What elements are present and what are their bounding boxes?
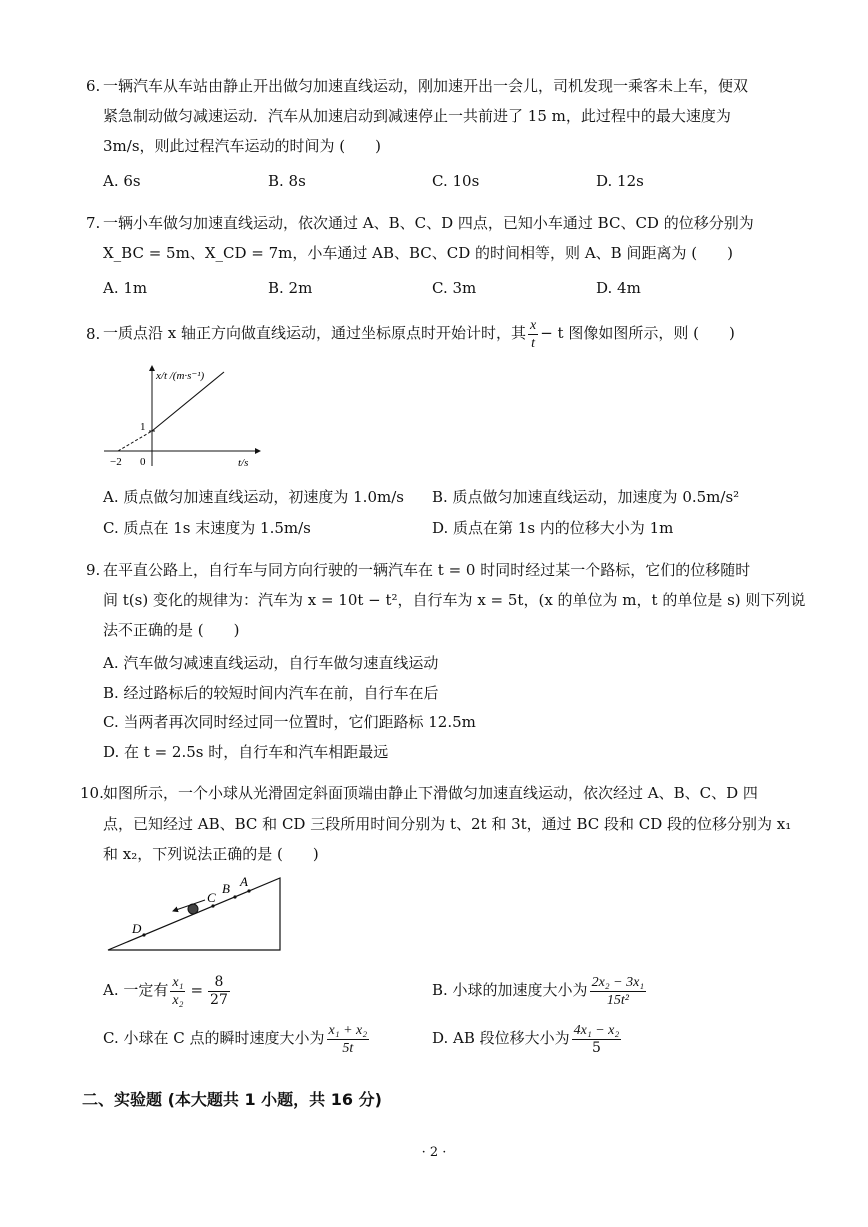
section-title: 二、实验题 (本大题共 1 小题，共 16 分) bbox=[82, 1090, 382, 1109]
q9-number: 9. bbox=[86, 561, 101, 579]
q9-text-line1: 在平直公路上，自行车与同方向行驶的一辆汽车在 t = 0 时同时经过某一个路标，它们的位移随时 bbox=[103, 561, 751, 579]
q10-label-d: D bbox=[132, 921, 142, 936]
q8-graph-xlabel: t/s bbox=[238, 457, 249, 469]
q10-option-d: D. AB 段位移大小为 $\frac{\text{4x₁ − x₂}}{5}$ bbox=[432, 1022, 620, 1056]
q8-graph-ylabel: x/t /(m·s⁻¹) bbox=[156, 370, 205, 382]
q9-option-a: A. 汽车做匀减速直线运动，自行车做匀速直线运动 bbox=[103, 654, 439, 672]
q8-text-a: 一质点沿 x 轴正方向做直线运动，通过坐标原点时开始计时，其 bbox=[103, 324, 526, 342]
q6-text-line2: 紧急制动做匀减速运动．汽车从加速启动到减速停止一共前进了 15 m，此过程中的最大速度为 bbox=[103, 107, 731, 125]
q10-option-a: A. 一定有 $\frac{\text{x₁}}{\text{x₂}}$ = $\frac{8}{27}$ bbox=[103, 973, 228, 1008]
q7-option-c: C. 3m bbox=[432, 279, 477, 297]
q6-number: 6. bbox=[86, 77, 101, 95]
q8-number: 8. bbox=[86, 325, 101, 343]
q6-option-b: B. 8s bbox=[268, 172, 306, 190]
q8-graph bbox=[100, 362, 270, 472]
q6-option-c: C. 10s bbox=[432, 172, 480, 190]
q10-label-b: B bbox=[222, 881, 230, 896]
q7-option-d: D. 4m bbox=[596, 279, 641, 297]
q8-graph-x-intercept: −2 bbox=[110, 456, 122, 468]
q8-option-a: A. 质点做匀加速直线运动，初速度为 1.0m/s bbox=[103, 488, 404, 506]
page-number: · 2 · bbox=[421, 1145, 447, 1160]
q10-text-line2: 点，已知经过 AB、BC 和 CD 三段所用时间分别为 t、2t 和 3t，通过 BC 段和 CD 段的位移分别为 x₁ bbox=[103, 815, 792, 833]
q10-option-c: C. 小球在 C 点的瞬时速度大小为 $\frac{\text{x₁ + x₂}}{5t}$ bbox=[103, 1022, 368, 1056]
q8-option-c: C. 质点在 1s 末速度为 1.5m/s bbox=[103, 519, 311, 537]
q10-incline-figure bbox=[100, 872, 290, 952]
q8-graph-origin: 0 bbox=[140, 456, 146, 468]
q8-option-b: B. 质点做匀加速直线运动，加速度为 0.5m/s² bbox=[432, 488, 740, 506]
q8-graph-y-intercept: 1 bbox=[140, 421, 146, 433]
q10-option-b: B. 小球的加速度大小为 $\frac{\text{2x₂ − 3x₁}}{\text{15t²}}$ bbox=[432, 974, 645, 1008]
q6-text-line1: 一辆汽车从车站由静止开出做匀加速直线运动，刚加速开出一会儿，司机发现一乘客未上车，便双 bbox=[103, 77, 749, 95]
q9-option-d: D. 在 t = 2.5s 时，自行车和汽车相距最远 bbox=[103, 743, 389, 761]
q6-option-a: A. 6s bbox=[103, 172, 141, 190]
q8-option-d: D. 质点在第 1s 内的位移大小为 1m bbox=[432, 519, 674, 537]
q7-option-b: B. 2m bbox=[268, 279, 313, 297]
q8-text-line1 bbox=[103, 315, 735, 352]
q9-text-line3: 法不正确的是 ( ) bbox=[103, 621, 240, 639]
q6-option-d: D. 12s bbox=[596, 172, 644, 190]
q8-text-b: − t 图像如图所示，则 ( ) bbox=[540, 324, 735, 342]
q10-text-line3: 和 x₂，下列说法正确的是 ( ) bbox=[103, 845, 319, 863]
q10-text-line1: 如图所示，一个小球从光滑固定斜面顶端由静止下滑做匀加速直线运动，依次经过 A、B、C、D 四 bbox=[103, 784, 758, 802]
q10-number: 10. bbox=[80, 784, 104, 802]
q9-text-line2: 间 t(s) 变化的规律为：汽车为 x = 10t − t²，自行车为 x = 5t，(x 的单位为 m，t 的单位是 s) 则下列说 bbox=[103, 591, 806, 609]
q7-text-line1: 一辆小车做匀加速直线运动，依次通过 A、B、C、D 四点，已知小车通过 BC、CD 的位移分别为 bbox=[103, 214, 754, 232]
q7-text-line2: X_BC = 5m、X_CD = 7m，小车通过 AB、BC、CD 的时间相等，则 A、B 间距离为 ( ) bbox=[103, 244, 733, 262]
q10-label-a: A bbox=[240, 874, 248, 889]
q9-option-b: B. 经过路标后的较短时间内汽车在前，自行车在后 bbox=[103, 684, 439, 702]
q9-option-c: C. 当两者再次同时经过同一位置时，它们距路标 12.5m bbox=[103, 713, 476, 731]
q8-fraction: $\frac{x}{t}$ bbox=[530, 317, 537, 351]
q6-text-line3: 3m/s，则此过程汽车运动的时间为 ( ) bbox=[103, 137, 381, 155]
q7-option-a: A. 1m bbox=[103, 279, 148, 297]
q10-label-c: C bbox=[207, 890, 216, 905]
q7-number: 7. bbox=[86, 214, 101, 232]
